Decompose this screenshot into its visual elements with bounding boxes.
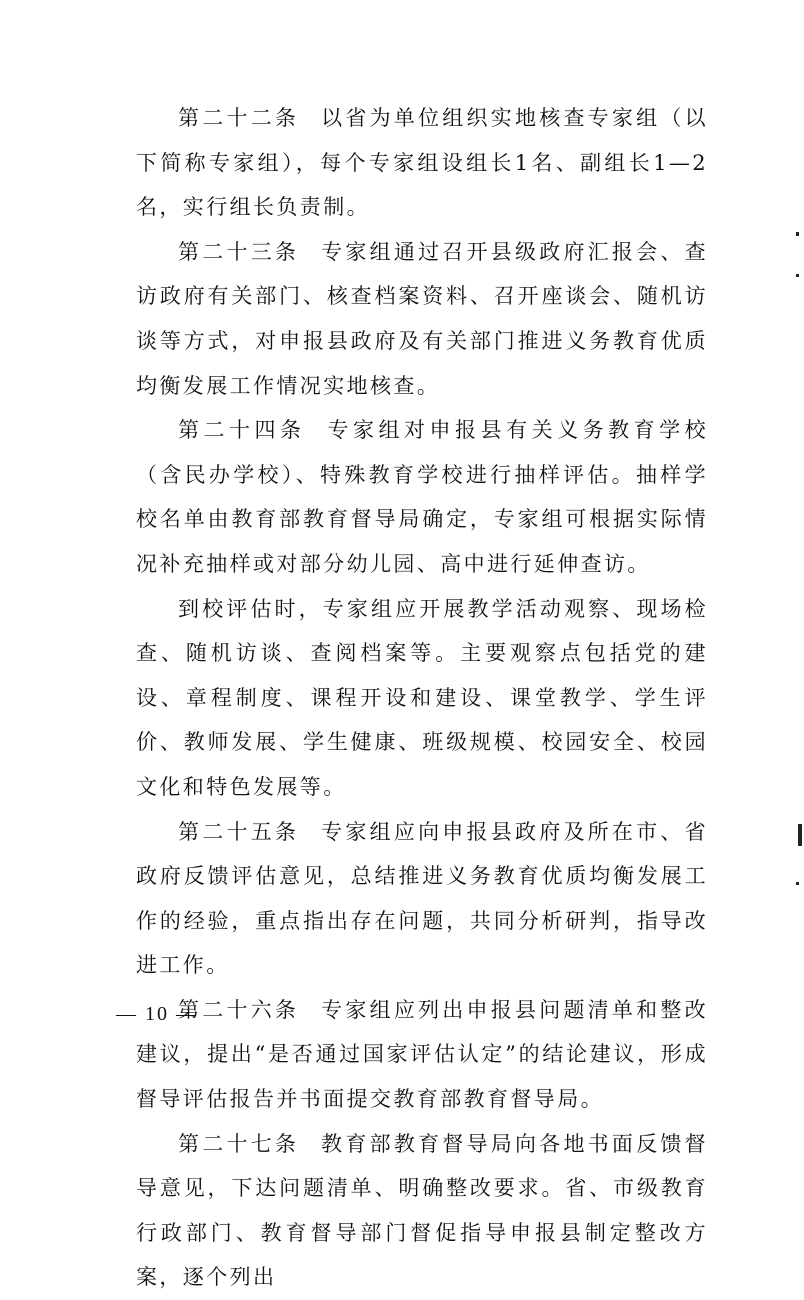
article-number: 第二十六条 — [178, 997, 300, 1022]
paragraph-article-26 — [136, 988, 708, 1122]
scan-speck — [796, 274, 799, 277]
article-number: 第二十二条 — [178, 106, 300, 130]
scan-speck — [796, 882, 799, 885]
paragraph-article-23 — [136, 230, 708, 408]
paragraph-text: 专家组应列出申报县问题清单和整改建议，提出“是否通过国家评估认定”的结论建议，形成督导评估报告并书面提交教育部教育督导局。 — [136, 997, 709, 1112]
page-number: — 10 — — [116, 1003, 198, 1025]
document-body — [136, 96, 708, 1300]
paragraph-text: 专家组应向申报县政府及所在市、省政府反馈评估意见，总结推进义务教育优质均衡发展工作的经验，重点指出存在问题，共同分析研判，指导改进工作。 — [136, 819, 709, 978]
article-number: 第二十七条 — [178, 1131, 300, 1156]
scan-speck — [796, 232, 799, 236]
paragraph-article-24 — [136, 408, 708, 586]
article-number: 第二十五条 — [178, 819, 300, 844]
paragraph-text: 专家组通过召开县级政府汇报会、查访政府有关部门、核查档案资料、召开座谈会、随机访谈等方式，对申报县政府及有关部门推进义务教育优质均衡发展工作情况实地核查。 — [136, 239, 709, 398]
paragraph-article-25 — [136, 810, 708, 988]
article-number: 第二十三条 — [178, 239, 300, 264]
paragraph-article-27 — [136, 1122, 708, 1300]
scan-speck — [798, 824, 802, 846]
paragraph-article-22 — [136, 96, 708, 230]
paragraph-school-visit — [136, 587, 708, 810]
paragraph-text: 到校评估时，专家组应开展教学活动观察、现场检查、随机访谈、查阅档案等。主要观察点包括党的建设、章程制度、课程开设和建设、课堂教学、学生评价、教师发展、学生健康、班级规模、校园安全、校园文化和特色发展等。 — [136, 596, 708, 799]
article-number: 第二十四条 — [178, 418, 306, 443]
paragraph-text: 专家组对申报县有关义务教育学校（含民办学校）、特殊教育学校进行抽样评估。抽样学校名单由教育部教育督导局确定，专家组可根据实际情况补充抽样或对部分幼儿园、高中进行延伸查访。 — [136, 418, 709, 576]
paragraph-text: 以省为单位组织实地核查专家组（以下简称专家组），每个专家组设组长1名、副组长1—2名，实行组长负责制。 — [136, 106, 709, 220]
paragraph-text: 教育部教育督导局向各地书面反馈督导意见，下达问题清单、明确整改要求。省、市级教育行政部门、教育督导部门督促指导申报县制定整改方案，逐个列出 — [136, 1131, 709, 1290]
